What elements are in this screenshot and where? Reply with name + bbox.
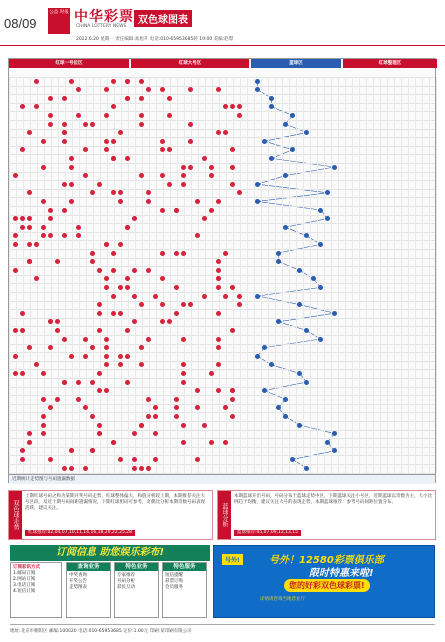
red-ball-mark [97,268,102,273]
promo-note: 详情请咨询当地营业厅 [260,597,305,602]
analysis-left [8,490,213,540]
service-line: 会员服务 [165,585,183,590]
red-ball-mark [13,242,18,247]
service-title: 特色服务 [163,563,206,571]
red-ball-mark [153,294,158,299]
red-ball-mark [216,268,221,273]
grid-col-line [114,77,115,473]
red-ball-mark [111,251,116,256]
red-ball-mark [27,440,32,445]
section-blue: 蓝球区 [251,59,341,68]
grid-col-line [247,77,248,473]
grid-col-line [191,77,192,473]
service-line: 彩票订购 [165,579,183,584]
grid-col-line [135,77,136,473]
header-divider [0,45,445,46]
grid-col-line [79,77,80,473]
blue-ball-mark [283,414,288,419]
blue-ball-mark [269,96,274,101]
analysis-left-text: 上期红球号码之和为某期开奖号码走势，红球整体偏大，和值分析较上期，本期推荐关注大号区段，及近十期号码间距遗漏情况，下期红球胆码可参考，奇偶比分析本期奇数号码表现活跃，建议关注。 [25,494,205,511]
red-ball-mark [188,122,193,127]
blue-ball-mark [262,139,267,144]
grid-col-line [387,77,388,473]
red-ball-mark [111,311,116,316]
grid-col-line [212,77,213,473]
grid-col-line [394,77,395,473]
service-line: 走势图表 [69,585,87,590]
red-ball-mark [62,337,67,342]
red-ball-mark [209,371,214,376]
brand-title: 中华彩票 [74,9,134,25]
grid-col-line [310,77,311,473]
red-ball-mark [118,354,123,359]
grid-col-line [226,77,227,473]
red-ball-mark [104,337,109,342]
red-ball-mark [34,242,39,247]
grid-col-line [184,77,185,473]
service-box-feature [114,562,159,618]
blue-ball-mark [290,113,295,118]
red-ball-mark [125,225,130,230]
red-ball-mark [20,225,25,230]
grid-row-line [9,473,435,474]
service-title: 特色业务 [115,563,158,571]
page-footer: 地址:北京市朝阳区 邮编:100020 电话:010-65953685 定价:1.00元 印刷:某印刷有限公司 [10,624,435,634]
red-ball-mark [118,242,123,247]
blue-ball-mark [255,294,260,299]
red-ball-mark [188,165,193,170]
red-ball-mark [20,311,25,316]
red-ball-mark [13,328,18,333]
grid-col-line [317,77,318,473]
club-promo-banner [213,545,435,618]
grid-col-line [219,77,220,473]
red-ball-mark [216,285,221,290]
red-ball-mark [118,199,123,204]
blue-ball-mark [304,328,309,333]
red-ball-mark [132,457,137,462]
page-header [0,0,445,46]
red-ball-mark [104,139,109,144]
page-number: 08/09 [4,16,37,31]
red-ball-mark [118,457,123,462]
red-ball-mark [41,139,46,144]
blue-ball-mark [318,208,323,213]
red-ball-mark [181,182,186,187]
red-ball-mark [202,423,207,428]
red-ball-mark [62,208,67,213]
promo-pill: 您的好彩双色球彩票! [284,579,370,592]
red-ball-mark [20,328,25,333]
red-ball-mark [62,139,67,144]
red-ball-mark [13,268,18,273]
red-ball-mark [41,423,46,428]
red-ball-mark [167,113,172,118]
red-ball-mark [13,354,18,359]
promo-badge: 号外! [222,554,243,565]
brand-subtitle: CHINA LOTTERY NEWS [76,24,127,29]
red-ball-mark [90,122,95,127]
newspaper-seal-icon: 公益 时报 [48,8,70,34]
blue-ball-mark [332,311,337,316]
red-ball-mark [111,139,116,144]
red-ball-mark [153,457,158,462]
blue-ball-mark [318,242,323,247]
blue-ball-mark [283,122,288,127]
red-ball-mark [209,208,214,213]
blue-ball-mark [325,440,330,445]
red-ball-mark [20,371,25,376]
red-ball-mark [139,466,144,471]
red-ball-mark [181,423,186,428]
grid-col-line [359,77,360,473]
red-ball-mark [181,165,186,170]
blue-ball-mark [283,397,288,402]
service-box-query [66,562,111,618]
red-ball-mark [167,182,172,187]
subscribe-line: 4.短信订阅 [13,589,36,594]
red-ball-mark [62,380,67,385]
red-ball-mark [69,354,74,359]
red-ball-mark [146,466,151,471]
analysis-right-tag: 蓝球分析 [218,491,231,539]
section-title: 双色球图表 [134,10,192,27]
red-ball-mark [223,294,228,299]
chart-stat-bar: 近期统计走势图与号码遗漏数据 [9,474,435,484]
grid-col-line [107,77,108,473]
grid-col-line [198,77,199,473]
red-ball-mark [111,156,116,161]
grid-col-line [338,77,339,473]
section-summary: 红球整理区 [343,59,437,68]
red-ball-mark [237,113,242,118]
red-ball-mark [104,242,109,247]
red-ball-mark [41,165,46,170]
subscribe-line: 1.邮局订阅 [13,571,36,576]
red-ball-mark [132,294,137,299]
red-ball-mark [76,380,81,385]
red-ball-mark [111,294,116,299]
red-ball-mark [209,440,214,445]
red-ball-mark [41,371,46,376]
red-ball-mark [104,285,109,290]
red-ball-mark [125,156,130,161]
red-ball-mark [41,225,46,230]
promo-headline: 号外！12580彩票俱乐部 [269,555,384,566]
grid-col-line [289,77,290,473]
red-ball-mark [62,182,67,187]
grid-col-line [436,77,437,473]
grid-col-line [373,77,374,473]
blue-ball-mark [297,423,302,428]
red-ball-mark [195,457,200,462]
red-ball-mark [34,79,39,84]
subscribe-line: 2.网站订阅 [13,577,36,582]
grid-col-line [37,77,38,473]
grid-col-line [58,77,59,473]
red-ball-mark [48,457,53,462]
service-line: 中奖查询 [69,573,87,578]
red-ball-mark [118,311,123,316]
red-ball-mark [118,285,123,290]
red-ball-mark [174,414,179,419]
red-ball-mark [48,113,53,118]
subscribe-line: 3.电话订阅 [13,583,36,588]
grid-col-line [275,77,276,473]
analysis-left-tag: 双色球走势 [9,491,22,539]
grid-col-line [65,77,66,473]
grid-col-line [121,77,122,473]
red-ball-mark [97,423,102,428]
red-ball-mark [174,311,179,316]
red-ball-mark [125,79,130,84]
red-ball-mark [125,285,130,290]
grid-col-line [429,77,430,473]
red-ball-mark [55,328,60,333]
grid-col-line [268,77,269,473]
grid-col-line [240,77,241,473]
red-ball-mark [111,268,116,273]
red-ball-mark [48,208,53,213]
blue-ball-mark [318,285,323,290]
red-ball-mark [132,268,137,273]
red-ball-mark [76,397,81,402]
service-line: 短信提醒 [165,573,183,578]
red-ball-mark [125,380,130,385]
grid-col-line [254,77,255,473]
red-ball-mark [230,397,235,402]
red-ball-mark [90,251,95,256]
red-ball-mark [76,113,81,118]
red-ball-mark [230,285,235,290]
red-ball-mark [97,311,102,316]
red-ball-mark [160,139,165,144]
red-ball-mark [139,113,144,118]
red-ball-mark [83,122,88,127]
grid-col-line [205,77,206,473]
blue-ball-mark [332,165,337,170]
blue-ball-mark [255,199,260,204]
red-ball-mark [153,414,158,419]
analysis-right-text: 本期蓝球开出号码，号码分布于蓝球走势中区，下期蓝球关注小号区，近期蓝球以奇数为主，大小比例趋于均衡，建议关注大号的表现走势，本期蓝球推荐：参考号码间距位置分布。 [234,494,432,505]
red-ball-mark [104,354,109,359]
grid-col-line [100,77,101,473]
red-ball-mark [174,397,179,402]
red-ball-mark [181,380,186,385]
red-ball-mark [237,294,242,299]
blue-ball-mark [255,79,260,84]
red-ball-mark [195,199,200,204]
grid-col-line [9,77,10,473]
grid-col-line [380,77,381,473]
blue-ball-mark [269,156,274,161]
grid-col-line [366,77,367,473]
red-ball-mark [216,199,221,204]
red-ball-mark [83,466,88,471]
red-ball-mark [139,79,144,84]
red-ball-mark [174,285,179,290]
red-ball-mark [48,96,53,101]
red-ball-mark [90,380,95,385]
grid-col-line [23,77,24,473]
grid-col-line [324,77,325,473]
blue-ball-mark [255,354,260,359]
subscribe-box [10,562,62,618]
red-ball-mark [174,251,179,256]
subscribe-box-title: 订阅彩讯方式 [13,565,40,570]
red-ball-mark [139,423,144,428]
red-ball-mark [216,311,221,316]
red-ball-mark [13,371,18,376]
red-ball-mark [181,440,186,445]
grid-col-line [415,77,416,473]
subscribe-banner: 订阅信息 助您娱乐彩布! [10,545,210,561]
red-ball-mark [230,328,235,333]
red-ball-mark [69,79,74,84]
section-red-back: 红球大号区 [131,59,249,68]
blue-ball-mark [283,225,288,230]
service-box-special [162,562,207,618]
red-ball-mark [48,122,53,127]
red-ball-mark [55,397,60,402]
red-ball-mark [146,397,151,402]
red-ball-mark [41,414,46,419]
blue-ball-mark [304,466,309,471]
grid-col-line [345,77,346,473]
grid-col-line [296,77,297,473]
red-ball-mark [202,294,207,299]
red-ball-mark [125,96,130,101]
blue-ball-mark [318,337,323,342]
red-ball-mark [97,371,102,376]
grid-col-line [30,77,31,473]
service-title: 查询业务 [67,563,110,571]
service-line: 彩民互动 [117,585,135,590]
analysis-left-recommend: 红球推荐:02,04,07,10,11,14,16,18,20,22,25,28 [25,530,135,536]
red-ball-mark [104,113,109,118]
red-ball-mark [230,414,235,419]
red-ball-mark [132,466,137,471]
red-ball-mark [41,397,46,402]
red-ball-mark [209,165,214,170]
red-ball-mark [223,251,228,256]
grid-col-line [128,77,129,473]
red-ball-mark [230,165,235,170]
grid-col-line [422,77,423,473]
grid-col-line [261,77,262,473]
red-ball-mark [125,354,130,359]
red-ball-mark [146,414,151,419]
red-ball-mark [27,242,32,247]
red-ball-mark [139,96,144,101]
grid-col-line [16,77,17,473]
edition-meta: 2022.6.20 星期一 责任编辑:高旭升 电话:010-65953685转 19:00 美编:赵璟 [76,37,234,42]
grid-col-line [408,77,409,473]
red-ball-mark [216,337,221,342]
trend-chart-grid [8,58,436,483]
red-ball-mark [41,199,46,204]
grid-col-line [282,77,283,473]
red-ball-mark [97,328,102,333]
red-ball-mark [111,440,116,445]
red-ball-mark [160,251,165,256]
blue-ball-mark [297,371,302,376]
red-ball-mark [27,225,32,230]
grid-col-line [51,77,52,473]
blue-ball-mark [276,251,281,256]
red-ball-mark [167,96,172,101]
red-ball-mark [202,156,207,161]
section-red-front: 红球一号位区 [9,59,129,68]
analysis-right-recommend: 蓝球推荐:05,07,09,12,13,15 [234,530,301,536]
red-ball-mark [69,466,74,471]
red-ball-mark [20,457,25,462]
blue-ball-mark [290,457,295,462]
grid-col-line [142,77,143,473]
red-ball-mark [90,414,95,419]
red-ball-mark [139,122,144,127]
red-ball-mark [62,96,67,101]
blue-ball-mark [255,182,260,187]
red-ball-mark [174,208,179,213]
red-ball-mark [62,466,67,471]
red-ball-mark [111,79,116,84]
grid-col-line [86,77,87,473]
red-ball-mark [125,328,130,333]
promo-subheadline: 限时特惠来啦! [309,568,374,579]
red-ball-mark [160,208,165,213]
red-ball-mark [76,225,81,230]
red-ball-mark [69,199,74,204]
red-ball-mark [146,199,151,204]
service-line: 开奖公告 [69,579,87,584]
red-ball-mark [181,371,186,376]
red-ball-mark [83,354,88,359]
red-ball-mark [69,182,74,187]
blue-ball-mark [304,380,309,385]
grid-col-line [401,77,402,473]
red-ball-mark [83,337,88,342]
red-ball-mark [223,440,228,445]
grid-col-line [170,77,171,473]
grid-col-line [72,77,73,473]
service-line: 专家推荐 [117,573,135,578]
red-ball-mark [62,122,67,127]
grid-col-line [352,77,353,473]
blue-ball-mark [297,268,302,273]
red-ball-mark [146,268,151,273]
red-ball-mark [230,182,235,187]
red-ball-mark [146,337,151,342]
red-ball-mark [69,156,74,161]
grid-col-line [303,77,304,473]
red-ball-mark [181,337,186,342]
service-line: 号码分析 [117,579,135,584]
red-ball-mark [69,165,74,170]
analysis-right [217,490,436,540]
red-ball-mark [181,251,186,256]
red-ball-mark [188,139,193,144]
grid-col-line [163,77,164,473]
red-ball-mark [97,182,102,187]
grid-col-line [331,77,332,473]
